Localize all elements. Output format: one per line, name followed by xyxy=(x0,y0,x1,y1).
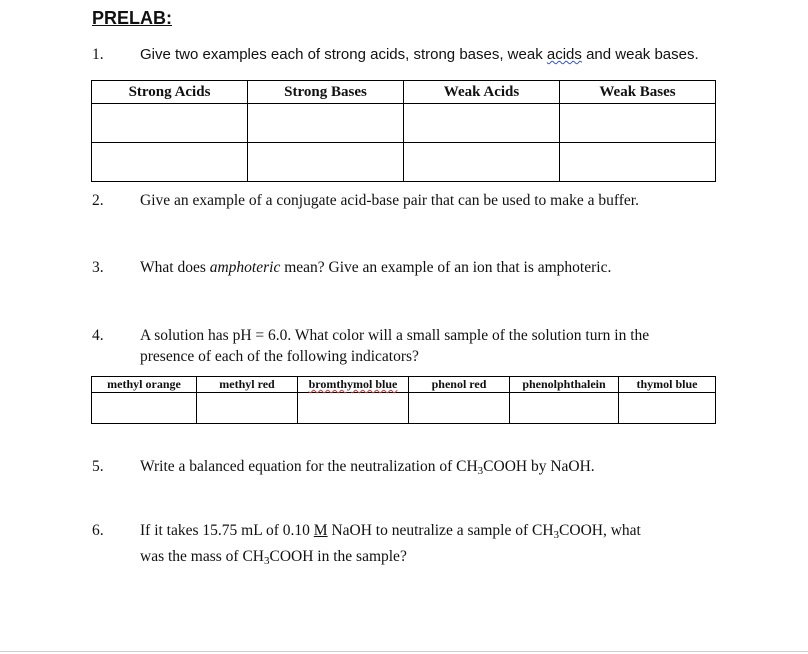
table-row xyxy=(92,393,716,424)
answer-cell[interactable] xyxy=(92,393,197,424)
answer-cell[interactable] xyxy=(92,143,248,182)
header-methyl-red: methyl red xyxy=(197,377,298,393)
answer-cell[interactable] xyxy=(404,143,560,182)
question-number: 1. xyxy=(92,46,104,63)
question-text-part: NaOH to neutralize a sample of CH xyxy=(327,522,554,539)
question-text-part: Give two examples each of strong acids, strong bases, weak xyxy=(140,46,547,63)
header-phenolphthalein: phenolphthalein xyxy=(510,377,619,393)
question-number: 5. xyxy=(92,458,104,475)
answer-cell[interactable] xyxy=(510,393,619,424)
spellcheck-word: bromthymol blue xyxy=(308,377,398,391)
question-text xyxy=(140,456,730,482)
question-text-part: was the mass of CH xyxy=(140,548,264,565)
question-text-part: mean? Give an example of an ion that is amphoteric. xyxy=(280,259,612,276)
subscript: 3 xyxy=(264,555,270,567)
answer-cell[interactable] xyxy=(298,393,409,424)
molarity-unit: M xyxy=(313,522,328,539)
answer-cell[interactable] xyxy=(197,393,298,424)
question-number: 2. xyxy=(92,192,104,209)
header-strong-acids: Strong Acids xyxy=(92,81,248,104)
table-row xyxy=(92,143,716,182)
answer-cell[interactable] xyxy=(619,393,716,424)
page-title: PRELAB: xyxy=(92,8,172,28)
question-text-part: If it takes 15.75 mL of 0.10 xyxy=(140,522,314,539)
header-weak-bases: Weak Bases xyxy=(560,81,716,104)
question-text xyxy=(140,44,730,65)
question-number: 6. xyxy=(92,522,104,539)
answer-cell[interactable] xyxy=(248,143,404,182)
indicators-table xyxy=(91,376,716,424)
answer-cell[interactable] xyxy=(409,393,510,424)
acids-bases-table xyxy=(91,80,716,182)
question-text-part: Write a balanced equation for the neutralization of CH xyxy=(140,458,478,475)
question-text xyxy=(140,325,730,367)
question-number: 4. xyxy=(92,327,104,344)
question-text-part: COOH by NaOH. xyxy=(483,458,595,475)
question-text: Give an example of a conjugate acid-base pair that can be used to make a buffer. xyxy=(140,192,639,209)
question-text xyxy=(140,520,730,572)
answer-cell[interactable] xyxy=(404,104,560,143)
question-text-part: and weak bases. xyxy=(581,46,699,63)
page-edge-divider xyxy=(0,651,808,652)
header-methyl-orange: methyl orange xyxy=(92,377,197,393)
question-text-part: COOH, what xyxy=(559,522,641,539)
answer-cell[interactable] xyxy=(248,104,404,143)
question-text-line: A solution has pH = 6.0. What color will a small sample of the solution turn in the xyxy=(140,327,650,344)
question-text-line: presence of each of the following indicators? xyxy=(140,348,419,365)
answer-cell[interactable] xyxy=(560,143,716,182)
answer-cell[interactable] xyxy=(560,104,716,143)
question-text-part: COOH in the sample? xyxy=(269,548,407,565)
question-text xyxy=(140,257,730,278)
header-weak-acids: Weak Acids xyxy=(404,81,560,104)
header-bromthymol-blue xyxy=(298,377,409,393)
header-strong-bases: Strong Bases xyxy=(248,81,404,104)
subscript: 3 xyxy=(477,465,484,477)
header-thymol-blue: thymol blue xyxy=(619,377,716,393)
question-text-part: What does xyxy=(140,259,210,276)
table-row xyxy=(92,104,716,143)
header-phenol-red: phenol red xyxy=(409,377,510,393)
subscript: 3 xyxy=(553,529,560,541)
italic-term: amphoteric xyxy=(209,259,281,276)
answer-cell[interactable] xyxy=(92,104,248,143)
spellcheck-word: acids xyxy=(546,46,582,63)
question-number: 3. xyxy=(92,259,104,276)
